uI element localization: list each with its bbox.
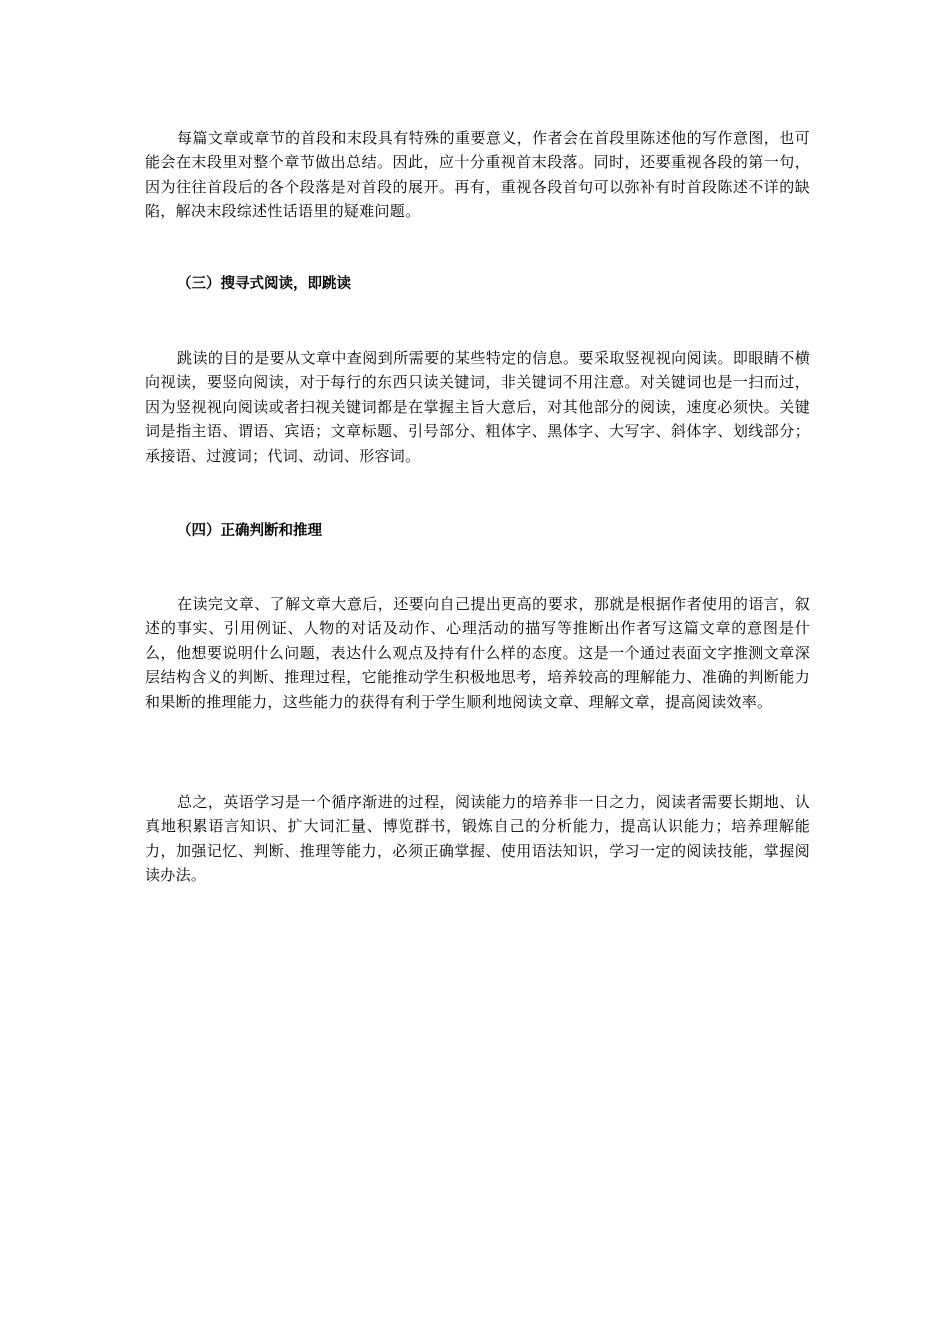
paragraph-inference: 在读完文章、了解文章大意后，还要向自己提出更高的要求，那就是根据作者使用的语言，叙述的事实、引用例证、人物的对话及动作、心理活动的描写等推断出作者写这篇文章的意图是什么，他想要说明什么问题，表达什么观点及持有什么样的态度。这是一个通过表面文字推测文章深层结构含义的判断、推理过程，它能推动学生积极地思考，培养较高的理解能力、准确的判断能力和果断的推理能力，这些能力的获得有利于学生顺利地阅读文章、理解文章，提高阅读效率。 xyxy=(145,595,810,711)
paragraph-conclusion: 总之，英语学习是一个循序渐进的过程，阅读能力的培养非一日之力，阅读者需要长期地、认真地积累语言知识、扩大词汇量、博览群书，锻炼自己的分析能力，提高认识能力；培养理解能力，加强记忆、判断、推理等能力，必须正确掌握、使用语法知识，学习一定的阅读技能，掌握阅读办法。 xyxy=(145,793,810,885)
section-heading-skimming: （三）搜寻式阅读，即跳读 xyxy=(177,276,351,292)
paragraph-first-last-sections: 每篇文章或章节的首段和末段具有特殊的重要意义，作者会在首段里陈述他的写作意图，也可能会在末段里对整个章节做出总结。因此，应十分重视首末段落。同时，还要重视各段的第一句，因为往往首段后的各个段落是对首段的展开。再有，重视各段首句可以弥补有时首段陈述不详的缺陷，解决末段综述性话语里的疑难问题。 xyxy=(145,129,810,221)
paragraph-skimming: 跳读的目的是要从文章中查阅到所需要的某些特定的信息。要采取竖视视向阅读。即眼睛不横向视读，要竖向阅读，对于每行的东西只读关键词，非关键词不用注意。对关键词也是一扫而过，因为竖视视向阅读或者扫视关键词都是在掌握主旨大意后，对其他部分的阅读，速度必须快。关键词是指主语、谓语、宾语；文章标题、引号部分、粗体字、黑体字、大写字、斜体字、划线部分；承接语、过渡词；代词、动词、形容词。 xyxy=(145,349,810,465)
section-heading-inference: （四）正确判断和推理 xyxy=(177,523,322,539)
